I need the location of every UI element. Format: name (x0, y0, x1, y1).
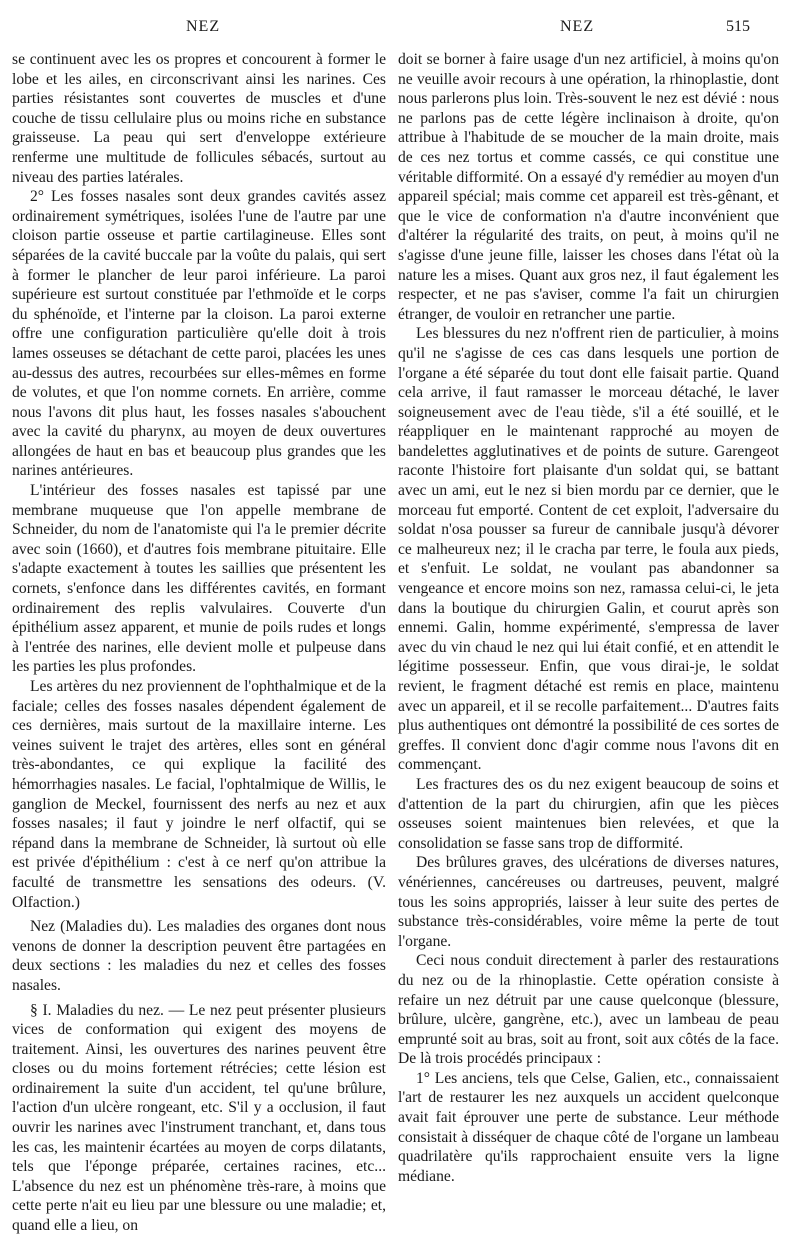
subsection-paragraph: § I. Maladies du nez. — Le nez peut présenter plusieurs vices de conformation qui exigent des moyens de traitement. Ainsi, les ouvertures des narines peuvent être closes ou du moins fortement rétrécies; cette lésion est ordinairement la suite d'un accident, tel qu'une brûlure, l'action d'un ulcère rongeant, etc. S'il y a occlusion, il faut ouvrir les narines avec l'instrument tranchant, et, dans tous les cas, les maintenir écartées au moyen de corps dilatants, tels que l'éponge préparée, certaines racines, etc... L'absence du nez est un phénomène très-rare, à moins que cette perte n'ait eu lieu par une blessure ou une maladie; et, quand elle a lieu, on (12, 1001, 386, 1235)
paragraph: 2° Les fosses nasales sont deux grandes cavités assez ordinairement symétriques, isolées l'une de l'autre par une cloison partie osseuse et partie cartilagineuse. Elles sont séparées de la cavité buccale par la voûte du palais, qui sert à former le plancher de leur paroi inférieure. La paroi supérieure est surtout constituée par l'ethmoïde et le corps du sphénoïde, et l'interne par la cloison. La paroi externe offre une configuration particulière qu'elle doit à trois lames osseuses se détachant de cette paroi, placées les unes au-dessus des autres, recourbées sur elles-mêmes en forme de volutes, et que l'on nomme cornets. En arrière, comme nous l'avons dit plus haut, les fosses nasales s'abouchent avec la cavité du pharynx, au moyen de deux ouvertures allongées de haut en bas et beaucoup plus grandes que les narines antérieures. (12, 188, 386, 480)
paragraph: 1° Les anciens, tels que Celse, Galien, etc., connaissaient l'art de restaurer les nez auxquels un accident quelconque avait fait éprouver une perte de substance. Leur méthode consistait à disséquer de chaque côté de l'organe un lambeau quadrilatère qu'ils rapprochaient ensuite vers la ligne médiane. (398, 1069, 779, 1185)
paragraph: se continuent avec les os propres et concourent à former le lobe et les ailes, en circonscrivant ainsi les narines. Ces parties résistantes sont couvertes de muscles et d'une couche de tissu cellulaire plus ou moins riche en substance graisseuse. La peau qui sert d'enveloppe extérieure renferme une multitude de follicules sébacés, surtout au niveau des parties latérales. (12, 51, 386, 186)
paragraph: Des brûlures graves, des ulcérations de diverses natures, vénériennes, cancéreuses ou dartreuses, peuvent, malgré tous les soins appropriés, laisser à leur suite des pertes de substance très-considérables, voire même la perte de tout l'organe. (398, 854, 779, 950)
right-running-title: NEZ (560, 18, 595, 35)
paragraph: Les artères du nez proviennent de l'ophthalmique et de la faciale; celles des fosses nasales dépendent également de ces dernières, mais surtout de la maxillaire interne. Les veines suivent le trajet des artères, elles sont en général très-abondantes, ce qui explique la facilité des hémorrhagies nasales. Le facial, l'ophtalmique de Willis, le ganglion de Meckel, fournissent des nerfs au nez et aux fosses nasales; il faut y joindre le nerf olfactif, qui se répand dans la membrane de Schneider, là surtout où elle est privée d'épithélium : c'est à ce nerf qu'on attribue la faculté de transmettre les sensations des odeurs. (V. Olfaction.) (12, 678, 386, 911)
left-column (12, 50, 386, 1236)
paragraph: doit se borner à faire usage d'un nez artificiel, à moins qu'on ne veuille avoir recours à une opération, la rhinoplastie, dont nous parlerons plus loin. Très-souvent le nez est dévié : nous ne parlons pas de cette légère inclinaison à droite, qu'on attribue à l'habitude de se moucher de la main droite, mais de ces nez tortus et comme cassés, ce qui constitue une véritable difformité. On a essayé d'y remédier au moyen d'un appareil spécial; mais comme cet appareil est très-gênant, et que le vice de conformation n'a d'autre inconvénient que d'altérer la régularité des traits, on peut, à moins qu'il ne s'agisse d'une jeune fille, laisser les choses dans l'état où la nature les a mises. Quant aux gros nez, il faut également les respecter, et ne pas s'aviser, comme l'a fait un chirurgien étranger, de vouloir en retrancher une partie. (398, 51, 779, 323)
running-header (0, 18, 800, 46)
left-running-title: NEZ (186, 18, 221, 35)
page-number: 515 (726, 18, 750, 35)
paragraph: Les blessures du nez n'offrent rien de particulier, à moins qu'il ne s'agisse de ces cas dans lesquels une portion de l'organe a été séparée du tout dont elle faisait partie. Quand cela arrive, il faut ramasser le morceau détaché, le laver soigneusement avec de l'eau tiède, s'il a été souillé, et le réappliquer en le maintenant rapproché au moyen de bandelettes agglutinatives et de points de suture. Garengeot raconte l'histoire fort plaisante d'un soldat qui, se battant avec un ami, eut le nez si bien mordu par ce dernier, que le morceau fut emporté. Content de cet exploit, l'adversaire du soldat n'osa pousser sa fureur de cannibale jusqu'à dévorer ce malheureux nez; il le cracha par terre, le foula aux pieds, et s'enfuit. Le soldat, ne voulant pas abandonner sa vengeance et encore moins son nez, ramassa celui-ci, le jeta dans la boutique du chirurgien Galin, et courut après son ennemi. Galin, homme expérimenté, s'empressa de laver avec du vin chaud le nez qui lui était confié, et en attendit le légitime possesseur. Enfin, que vous dirai-je, le soldat revient, le fragment détaché est remis en place, maintenu avec un appareil, et il se recolle parfaitement... D'autres faits plus authentiques ont démontré la possibilité de ces sortes de greffes. Il convient donc d'agir comme nous l'avons dit en commençant. (398, 325, 779, 774)
right-column (398, 50, 779, 1186)
section-heading-paragraph: Nez (Maladies du). Les maladies des organes dont nous venons de donner la description peuvent être partagées en deux sections : les maladies du nez et celles des fosses nasales. (12, 918, 386, 994)
paragraph: Ceci nous conduit directement à parler des restaurations du nez ou de la rhinoplastie. Cette opération consiste à refaire un nez détruit par une cause quelconque (blessure, brûlure, ulcère, gangrène, etc.), avec un lambeau de peau emprunté soit au bras, soit au front, soit aux côtés de la face. De là trois procédés principaux : (398, 952, 779, 1068)
paragraph: L'intérieur des fosses nasales est tapissé par une membrane muqueuse que l'on appelle membrane de Schneider, du nom de l'anatomiste qui l'a le premier décrite avec soin (1660), et d'autres fois membrane pituitaire. Elle s'adapte exactement à toutes les saillies que présentent les cornets, s'enfonce dans les différentes cavités, en formant ordinairement des replis valvulaires. Couverte d'un épithélium assez apparent, et munie de poils rudes et longs à l'entrée des narines, elle devient molle et pulpeuse dans les parties les plus profondes. (12, 482, 386, 676)
paragraph: Les fractures des os du nez exigent beaucoup de soins et d'attention de la part du chirurgien, afin que les pièces osseuses soient maintenues bien relevées, et que la consolidation se fasse sans trop de difformité. (398, 775, 779, 852)
